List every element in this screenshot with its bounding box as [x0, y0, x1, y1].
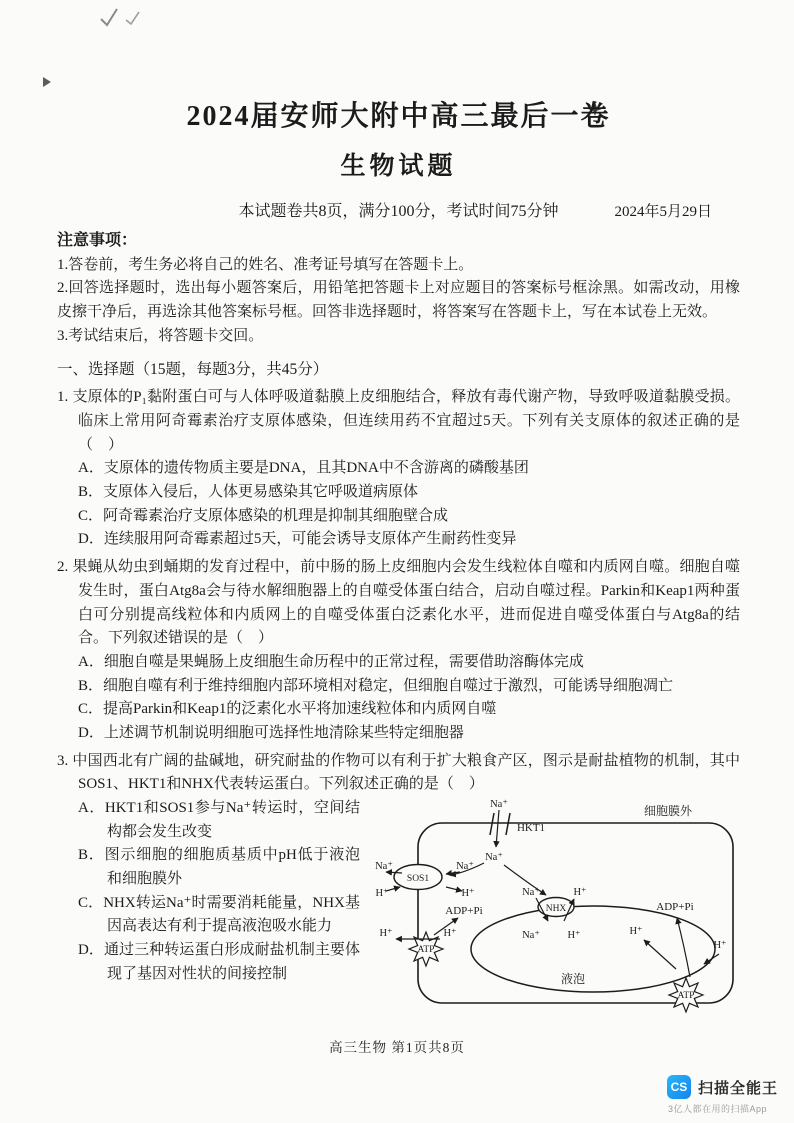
vacuole-label: 液泡 [560, 972, 586, 987]
question-option: A．HKT1和SOS1参与Na⁺转运时，空间结构都会发生改变 [78, 800, 360, 840]
page-subtitle: 生物试题 [340, 153, 457, 180]
outside-membrane-label: 细胞膜外 [643, 804, 693, 819]
nhx-label: NHX [545, 904, 567, 915]
page-title: 2024届安师大附中高三最后一卷 [186, 101, 611, 132]
adp-pi-label: ADP+Pi [445, 905, 483, 918]
question-option: C．提高Parkin和Keap1的泛素化水平将加速线粒体和内质网自噬 [78, 701, 497, 718]
hkt1-channel [490, 813, 494, 835]
camscanner-logo-icon [667, 1075, 691, 1099]
sos1-label: SOS1 [406, 874, 430, 885]
question-option: D．上述调节机制说明细胞可选择性地清除某些特定细胞器 [78, 724, 464, 741]
question-3 [57, 750, 740, 1002]
notice-section [57, 229, 740, 349]
question-option: D．通过三种转运蛋白形成耐盐机制主要体现了基因对性状的间接控制 [78, 942, 360, 982]
question-stem [57, 386, 740, 457]
h-ion-label: H⁺ [443, 928, 457, 940]
notice-heading: 注意事项： [57, 232, 138, 249]
question-stem [57, 556, 740, 651]
question-1 [57, 386, 740, 552]
question-number: 1. [57, 389, 69, 406]
question-number: 3. [57, 752, 69, 769]
h-flow-arrow [644, 940, 676, 969]
na-ion-label: Na⁺ [485, 852, 503, 864]
h-flow-arrow [704, 954, 719, 964]
hkt1-label: HKT1 [516, 822, 546, 835]
h-ion-label: H⁺ [713, 940, 727, 952]
question-stem [57, 750, 740, 797]
camscanner-logo-text: CS [670, 1080, 688, 1094]
notice-item: 1.答卷前，考生务必将自己的姓名、准考证号填写在答题卡上。 [57, 256, 474, 273]
notice-item: 3.考试结束后，将答题卡交回。 [57, 327, 264, 344]
question-number: 2. [57, 559, 69, 576]
question-text: 果蝇从幼虫到蛹期的发育过程中，前中肠的肠上皮细胞内会发生线粒体自噬和内质网自噬。细胞自噬发生时，蛋白Atg8a会与待水解细胞器上的自噬受体蛋白结合，启动自噬过程。Parkin和Keap1两种蛋白可分别提高线粒体和内质网上的自噬受体蛋白泛素化水平，进而促进自噬受体蛋白与Atg8a的结合。下列叙述错误的是（ ） [72, 559, 740, 647]
na-ion-label: Na⁺ [522, 930, 540, 942]
h-ion-label: H⁺ [629, 926, 643, 938]
camscanner-watermark [667, 1075, 778, 1115]
atp-hydrolysis-arrow [677, 918, 690, 977]
h-flow-arrow [446, 887, 462, 891]
na-ion-label: Na⁺ [375, 861, 393, 873]
h-ion-label: H⁺ [379, 928, 393, 940]
camscanner-app-name: 扫描全能王 [697, 1079, 778, 1097]
exam-meta: 本试题卷共8页，满分100分，考试时间75分钟 [238, 203, 559, 220]
camscanner-tagline: 3亿人都在用的扫描App [667, 1104, 768, 1114]
h-ion-label: H⁺ [567, 930, 581, 942]
question-option: B．细胞自噬有利于维持细胞内部环境相对稳定，但细胞自噬过于激烈，可能诱导细胞凋亡 [78, 677, 674, 694]
page-footer: 高三生物 第1页共8页 [329, 1040, 465, 1055]
na-ion-label: Na⁺ [522, 887, 540, 899]
hkt1-channel [506, 813, 510, 835]
question-option: B．支原体入侵后，人体更易感染其它呼吸道病原体 [78, 484, 419, 501]
section-heading: 一、选择题（15题，每题3分，共45分） [57, 360, 329, 378]
atp-label: ATP [417, 945, 435, 956]
exam-info-row [57, 198, 740, 221]
question-option: A．细胞自噬是果蝇肠上皮细胞生命历程中的正常过程，需要借助溶酶体完成 [78, 653, 584, 670]
atp-label: ATP [677, 991, 695, 1002]
question-option: C．NHX转运Na⁺时需要消耗能量，NHX基因高表达有利于提高液泡吸水能力 [78, 894, 360, 935]
na-ion-label: Na⁺ [456, 861, 474, 873]
question-option: D．连续服用阿奇霉素超过5天，可能会诱导支原体产生耐药性变异 [78, 531, 517, 548]
adp-pi-label: ADP+Pi [656, 901, 694, 914]
h-ion-label: H⁺ [461, 888, 475, 900]
question-option: C．阿奇霉素治疗支原体感染的机理是抑制其细胞壁合成 [78, 507, 449, 524]
q3-diagram [368, 797, 740, 1022]
h-ion-label: H⁺ [375, 888, 389, 900]
na-flow-arrow [496, 810, 499, 847]
na-ion-label: Na⁺ [490, 799, 508, 811]
notice-item: 2.回答选择题时，选出每小题答案后，用铅笔把答题卡上对应题目的答案标号框涂黑。如需改动，用橡皮擦干净后，再选涂其他答案标号框。回答非选择题时，将答案写在答题卡上，写在本试卷上无效。 [57, 280, 740, 321]
question-2 [57, 556, 740, 746]
question-text: 中国西北有广阔的盐碱地，研究耐盐的作物可以有利于扩大粮食产区，图示是耐盐植物的机制，其中SOS1、HKT1和NHX代表转运蛋白。下列叙述正确的是（ ） [72, 752, 740, 793]
exam-date: 2024年5月29日 [614, 204, 712, 220]
question-option: A．支原体的遗传物质主要是DNA，且其DNA中不含游离的磷酸基团 [78, 460, 529, 477]
question-text: 支原体的P₁黏附蛋白可与人体呼吸道黏膜上皮细胞结合，释放有毒代谢产物，导致呼吸道黏膜受损。临床上常用阿奇霉素治疗支原体感染，但连续用药不宜超过5天。下列有关支原体的叙述正确的是（ ） [72, 389, 740, 453]
question-option: B．图示细胞的细胞质基质中pH低于液泡和细胞膜外 [78, 847, 360, 888]
h-ion-label: H⁺ [573, 887, 587, 899]
salt-tolerance-diagram [368, 797, 740, 1022]
vacuole [471, 906, 715, 992]
